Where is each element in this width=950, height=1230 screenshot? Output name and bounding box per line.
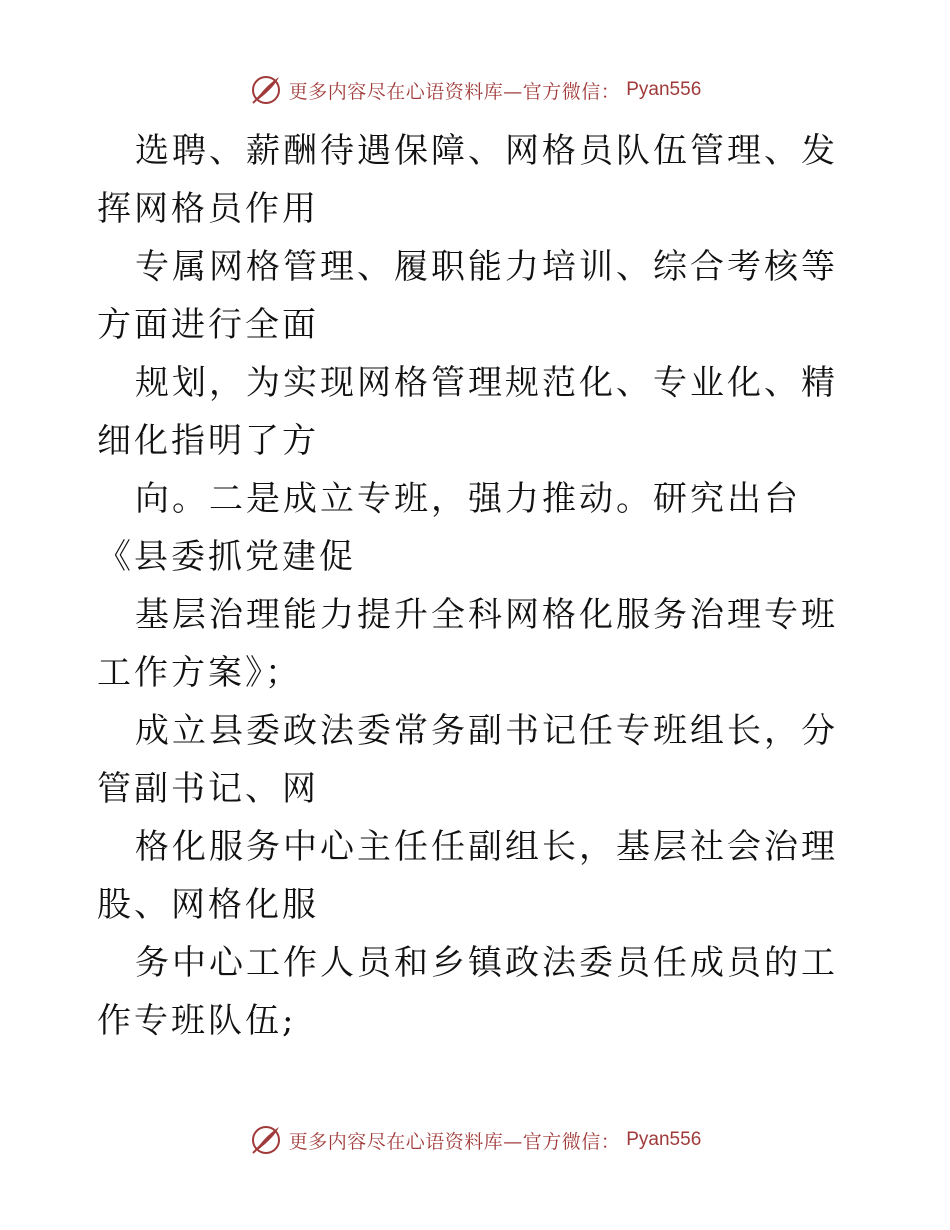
feather-pen-logo-icon (249, 73, 283, 107)
paragraph: 选聘、薪酬待遇保障、网格员队伍管理、发挥网格员作用 (97, 131, 838, 229)
paragraph: 基层治理能力提升全科网格化服务治理专班工作方案》； (97, 595, 838, 693)
watermark-text: 更多内容尽在心语资料库—官方微信： (288, 1130, 621, 1153)
watermark-text: 更多内容尽在心语资料库—官方微信： (288, 80, 621, 103)
paragraph: 格化服务中心主任任副组长，基层社会治理股、网格化服 (97, 827, 838, 925)
paragraph: 向。二是成立专班，强力推动。研究出台《县委抓党建促 (97, 479, 801, 577)
paragraph: 成立县委政法委常务副书记任专班组长，分管副书记、网 (97, 711, 838, 809)
paragraph: 规划，为实现网格管理规范化、专业化、精细化指明了方 (97, 363, 838, 461)
document-body (97, 122, 857, 1050)
paragraph: 专属网格管理、履职能力培训、综合考核等方面进行全面 (97, 247, 838, 345)
footer-watermark (0, 1120, 950, 1160)
watermark-wechat-id: Pyan556 (626, 79, 702, 100)
paragraph: 务中心工作人员和乡镇政法委员任成员的工作专班队伍; (97, 943, 838, 1041)
watermark-wechat-id: Pyan556 (626, 1129, 702, 1150)
header-watermark (0, 70, 950, 110)
feather-pen-logo-icon (249, 1123, 283, 1157)
